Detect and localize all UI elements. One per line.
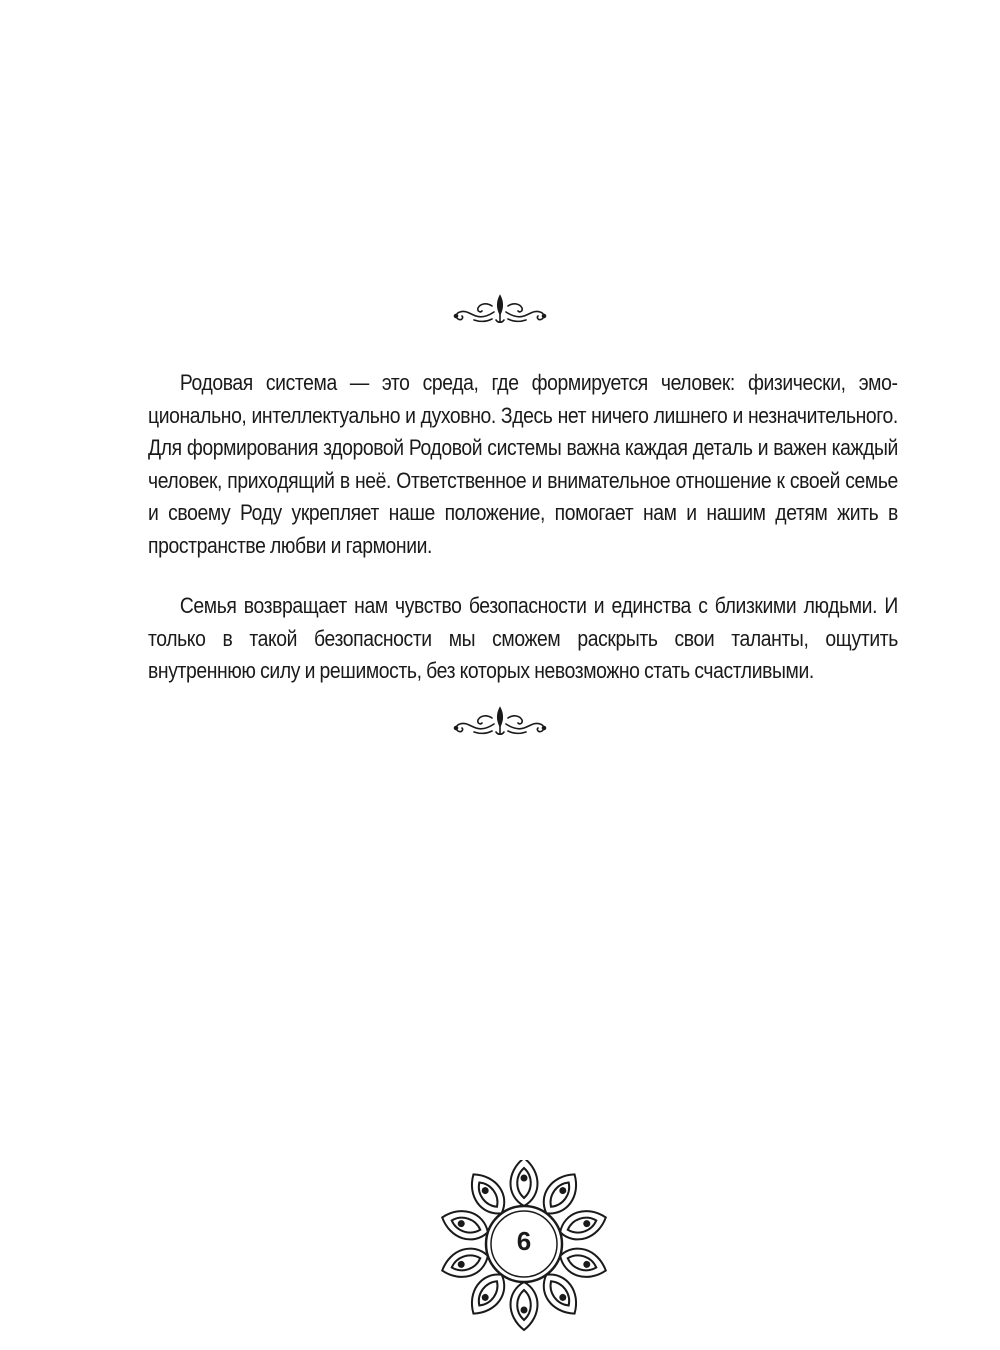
flourish-divider-icon xyxy=(452,292,548,328)
page-number-badge xyxy=(429,1160,619,1330)
flourish-divider-icon xyxy=(452,704,548,740)
page-number: 6 xyxy=(516,1226,532,1256)
paragraph-text: Семья возвращает нам чувство безопасности и единства с близкими людьми. И только в такой безопасности мы сможем раскрыть свои таланты, ощутить внутреннюю силу и решимость, без которых невозможно стать счастливыми. xyxy=(148,593,898,683)
paragraph-family-safety xyxy=(148,590,898,688)
paragraph-text: Родовая система — это среда, где формируется человек: физически, эмоционально, интеллектуально и духовно. Здесь нет ничего лишнего и незначительного. Для формирования здоровой Родовой системы важна каждая деталь и важен каждый человек, приходящий в неё. Ответственное и внимательное отношение к своей семье и своему Роду укрепляет наше положение, помогает нам и нашим детям жить в пространстве любви и гармонии. xyxy=(148,370,898,558)
paragraph-family-system xyxy=(148,367,898,562)
